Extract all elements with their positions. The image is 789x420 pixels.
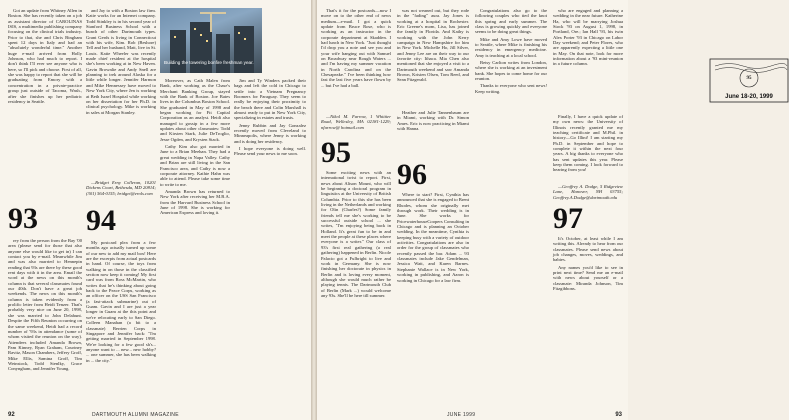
class-number-96: 96 [397,158,427,191]
right-col1-bottom: Some exciting news with an international twist to report. First, news about Alison Mount, who will be beginning a doctoral program in linguistics at the University of British Columbia. Prior to this she has been living in the Netherlands and working for Olin (Charles?) Some family friends tell me she's working to be successful outside school ... she writes, "I'm enjoying being back in Holland. It's great fun to be in and meet the people at these places where everyone is a writer." Our class of 93's first real gathering (a real gathering) happened in Berlin. Nicole Palacio got a Fulbright to live and work in Germany. She is now finishing her doctorate in physics in Berlin and is loving every moment, although she would much rather be playing tennis. The Dartmouth Club of Berlin (Mark ...) would welcome any 93s. She'll be here till summer. [321,170,391,298]
right-col3: Congratulations also go to the following couples who tied the knot this spring and early summer. The class is growing quickly and everyone seems to be doing great things. Mike and Amy Lowe have moved to Seattle, where Mike is finishing his residency in emergency medicine. Amy is teaching at a local school. Betsy Carlton writes from London, where she is working at an investment bank. She hopes to come home for our reunion. Thanks to everyone who sent news! Keep writing. [475,8,547,94]
right-folio: 93 [615,412,622,418]
class-number-97: 97 [553,202,583,235]
right-footer: JUNE 1999 [447,412,476,418]
left-col4: Jim and Ty Winders packed their bags and left the cold in Chicago to settle into a Vietnam Pregnancy Boomers for Paraguay. They seem to really be enjoying their proximity to the beach there and Colin Marshall is almost ready to put in New York City, specializing in estates and trusts. Jenny Rubbin and Jay Gonzalez recently moved from Cleveland to Minneapolis, where Jenny is working and is doing her residency. I hope everyone is doing well. Please send your news to me soon. [234,78,306,157]
photo-caption: Building the towering bonfire freshman year. [164,60,254,65]
postmark-date: June 18-20, 1999 [725,94,773,100]
left-col1-top: Got an update from Whitney Allen in Boston. She has recently taken on a job as assistant director of CAROLINAS ISIS, a multimedia publishing company focusing on the clinical trials industry. Prior to that, she and Chris Bingham spent 12 days in Italy and had an "absolutely wonderful time." Another huge e-mail arrived from Holly Johnson, who had much to report. I don't think I'll ever see anyone who is here, so I'll pick and choose. First of all, she was happy to report that she will be graduating from Emory with a concentration in a private-practice group just outside of Tacoma, Wash., after she finishes up her pediatric residency in Seattle. [8,8,82,104]
right-col2-bottom: Where to start? First, Cynthia has announced that she is engaged to Brent Rhodes, whom she originally met through work. Their wedding is in June. She works for PricewaterhouseCoopers Consulting in Chicago and is planning an October wedding. In the meantime, Cynthia is keeping busy with a variety of outdoor activities. Congratulations are also in order for the group of classmates who recently passed the bar. Adam ... 93 classmates include Jake Gendelman, Jessica Watt, and Karen Barnes. Stephanie Wallace is in New York, working in publishing, and Aaron is working in Chicago for a law firm. [397,192,469,283]
reunion-emblem-number: 95 [746,76,752,81]
left-col3: Moreover, as Cath Malen from Bank, after working as the Chase's Merchant Banking Group, stayed with the Bank of Boston. Joe Bates lives in the Columbus Boston School. She graduated in May of 1998 and began working for Fit Capital Corporation as an analyst. Heidi also managed to gossip in a few more updates about other classmates: Todd and Kirsten Stark, Julie DeTroglio, Jesse Ogden, and Krysten Stack. Cathy Kim also got married in June to a Brian Meehan. They had a great wedding in Napa Valley. Cathy and Brian are still living in the San Francisco area, and Cathy is now a corporate attorney. Kathie Hahn was able to attend. Please take some time to write to me. Amanda Brown has returned to New York after receiving her M.B.A. from the Harvard Business School in June of 1998. She is working for American Express and loving it. [160,78,230,216]
left-col2-address: —Bridget Erny Colleran, 10201 Dickens Court, Bethesda, MD 20814; (301) 564-0155; bridget@erols.com [86,180,156,196]
left-col2-bottom: My postcard plea from a few months ago actually turned up some of our new to add my mail box! Here are the excerpts from actual postcards in hand. Of course, the toys from walking in on those in the classified section now keep it coming! My first card was from Ross McMartin, who writes that he's thinking about going back to the Peace Corps, working as an officer on the USS San Francisco (a fast-attack submarine) out of Guam. Gavin and I are just a year longer in Guam at the this point and we're relocating early to San Diego. Colleen Manahan (a bit to a classmate) Berrien Corps in Singapore and Jennifer back: "I'm getting married in September 1998. We're looking for a few good sh's... anyone want to ... new... new hobby? ... one summer, she has been walking in ... the city." [86,240,156,363]
postmark-stamp [709,58,789,103]
class-number-94: 94 [86,204,116,237]
left-col1-bottom: rey from the person from the Bay '00 area (please send for those that also anyone else would like to get in) I can contact you by e-mail. Meanwhile Jim and was also married to Hennepin reading that 93s are there by these good rent days with it in the area. Email the word at the news on this month's column is that several classmates found our 40th. Don't have a great job weekends. The news on this month's column is taken evidently from a prolific letter from Heidi Tenzer. That's probably very nice on June 20, 1998, she was married to John Delahunt. Despite the Fifth Reunion occurring on the same weekend, Heidi had a record number of '93s in attendance (some of whom visited the reunion on the way). Attendees included Amanda Brown, Pam Kinney, Ryan Graham, Courtney Ravitz, Mason Chambers, Jeffery Groff, Mike Ellis, Samina Groff, Tim Weinstock, Todd Stenlky, Grace Conyngham, and Jennifer Young. [8,238,82,372]
right-col1-address: —Nikol M. Farrow, 1 Whittier Road, Wellesley, MA 02181-1229; nfarrow@ hotmail.com [321,114,391,130]
left-col2-top: and Jay to with a Boston law firm. Katie works for an Internet company. Todd Stinkley is in his second year of Stanford Business School with a bunch of other Dartmouth types. Grant Gerds is living in Connecticut with his wife, Kim. Rob (Beshore) Tell and her husband, Matt, live in St. Louis. Katie Wheeler was recently made chief resident at the hospital she's been working at in New Haven. Gavin Brownlie and Andy Snell are planning to trek around Alaska for a little while longer. Jennifer Harmon and Mike Hennessey have moved to New York City, where Jen is working at Beth Israel Hospital while working on her dissertation for her Ph.D. in clinical psychology. Mike is working in sales at Morgan Stanley. [86,8,156,115]
left-folio: 92 [8,412,15,418]
right-col1-top: That's it for the postcards—now I move on to the other end of news medium—e-mail. I got a quick update from Bruce Rose, who is working as an instructor in the corporate department at Skadden. I had lunch in New York. "Just thought I'd drop you a note and see you and your wife hanging out with Samuel on Broadway near Rough Waters ... and I'm having my summer vacation in North Carolina and on the Chesapeake." I've been thinking how fast the last five years have flown by ... but I've had a ball. [321,8,391,88]
left-page [0,0,311,420]
left-footer: DARTMOUTH ALUMNI MAGAZINE [92,412,179,418]
right-col2-top: was not weaned out, but they rode in the "fading" aura. Jay Jones is working at a hospital in Rochester. Eric Greene's mom, Lisa, has joined the family in Florida. And Kathy is working with the John Kerry campaign in New Hampshire for him in New York. Michelle Ho, Jill Silver, and Jenny Lee are on their way to our favorite city: Ithaca. Mia Chen also mentioned that she enjoyed a visit to a Dartmouth weekend and saw Amanda Brown, Kristen Olsen, Tom Reed, and Sean Fitzgerald. [397,8,469,83]
right-col4-address: —Geoffrey A. Dodge, 5 Ridgeview Lane, Hanover, NH 03755; Geoffrey.A.Dodge@dartmouth.edu [553,184,623,200]
right-col4-bottom: Finally, I have a quick update of my own news: the University of Illinois recently granted me my teaching certificate and M.Phil. in history—Go Illini! I am starting my Ph.D. in September and hope to complete it within the next four years. A big thanks to everyone who has sent updates this year. Please keep them coming. I look forward to hearing from you! [553,114,623,173]
class-number-95: 95 [321,136,351,169]
right-col4-top: who are engaged and planning a wedding in the near future. Katherine Ha, who will be marrying Joshua Stock '93 on August 1, 1998, in Portland, Ore.; Ian Hall '93, his twin Alex Porter '93 in Chicago on Labor Day weekend; and Peter Flores, who are apparently expecting a little one in May. On that note, look for more information about a '93 mini-reunion in a future column. [553,8,623,67]
class-number-93: 93 [8,202,38,235]
right-page [317,0,773,420]
right-col2-mid: Heather and Julie Tannenbaum are in Miami, working with Dr. Simon Ames. Eric is now practicing in Miami with Hanna. [397,110,469,132]
right-col4-end: It's October, at least while I am writing this. Already to hear from our classmates. Please send news about job changes, moves, weddings, and babies. Any names you'd like to see in print next time? Send me an e-mail with news about yourself or a classmate: Miranda Johnson, Tim Fitzgibbons. [553,236,623,292]
